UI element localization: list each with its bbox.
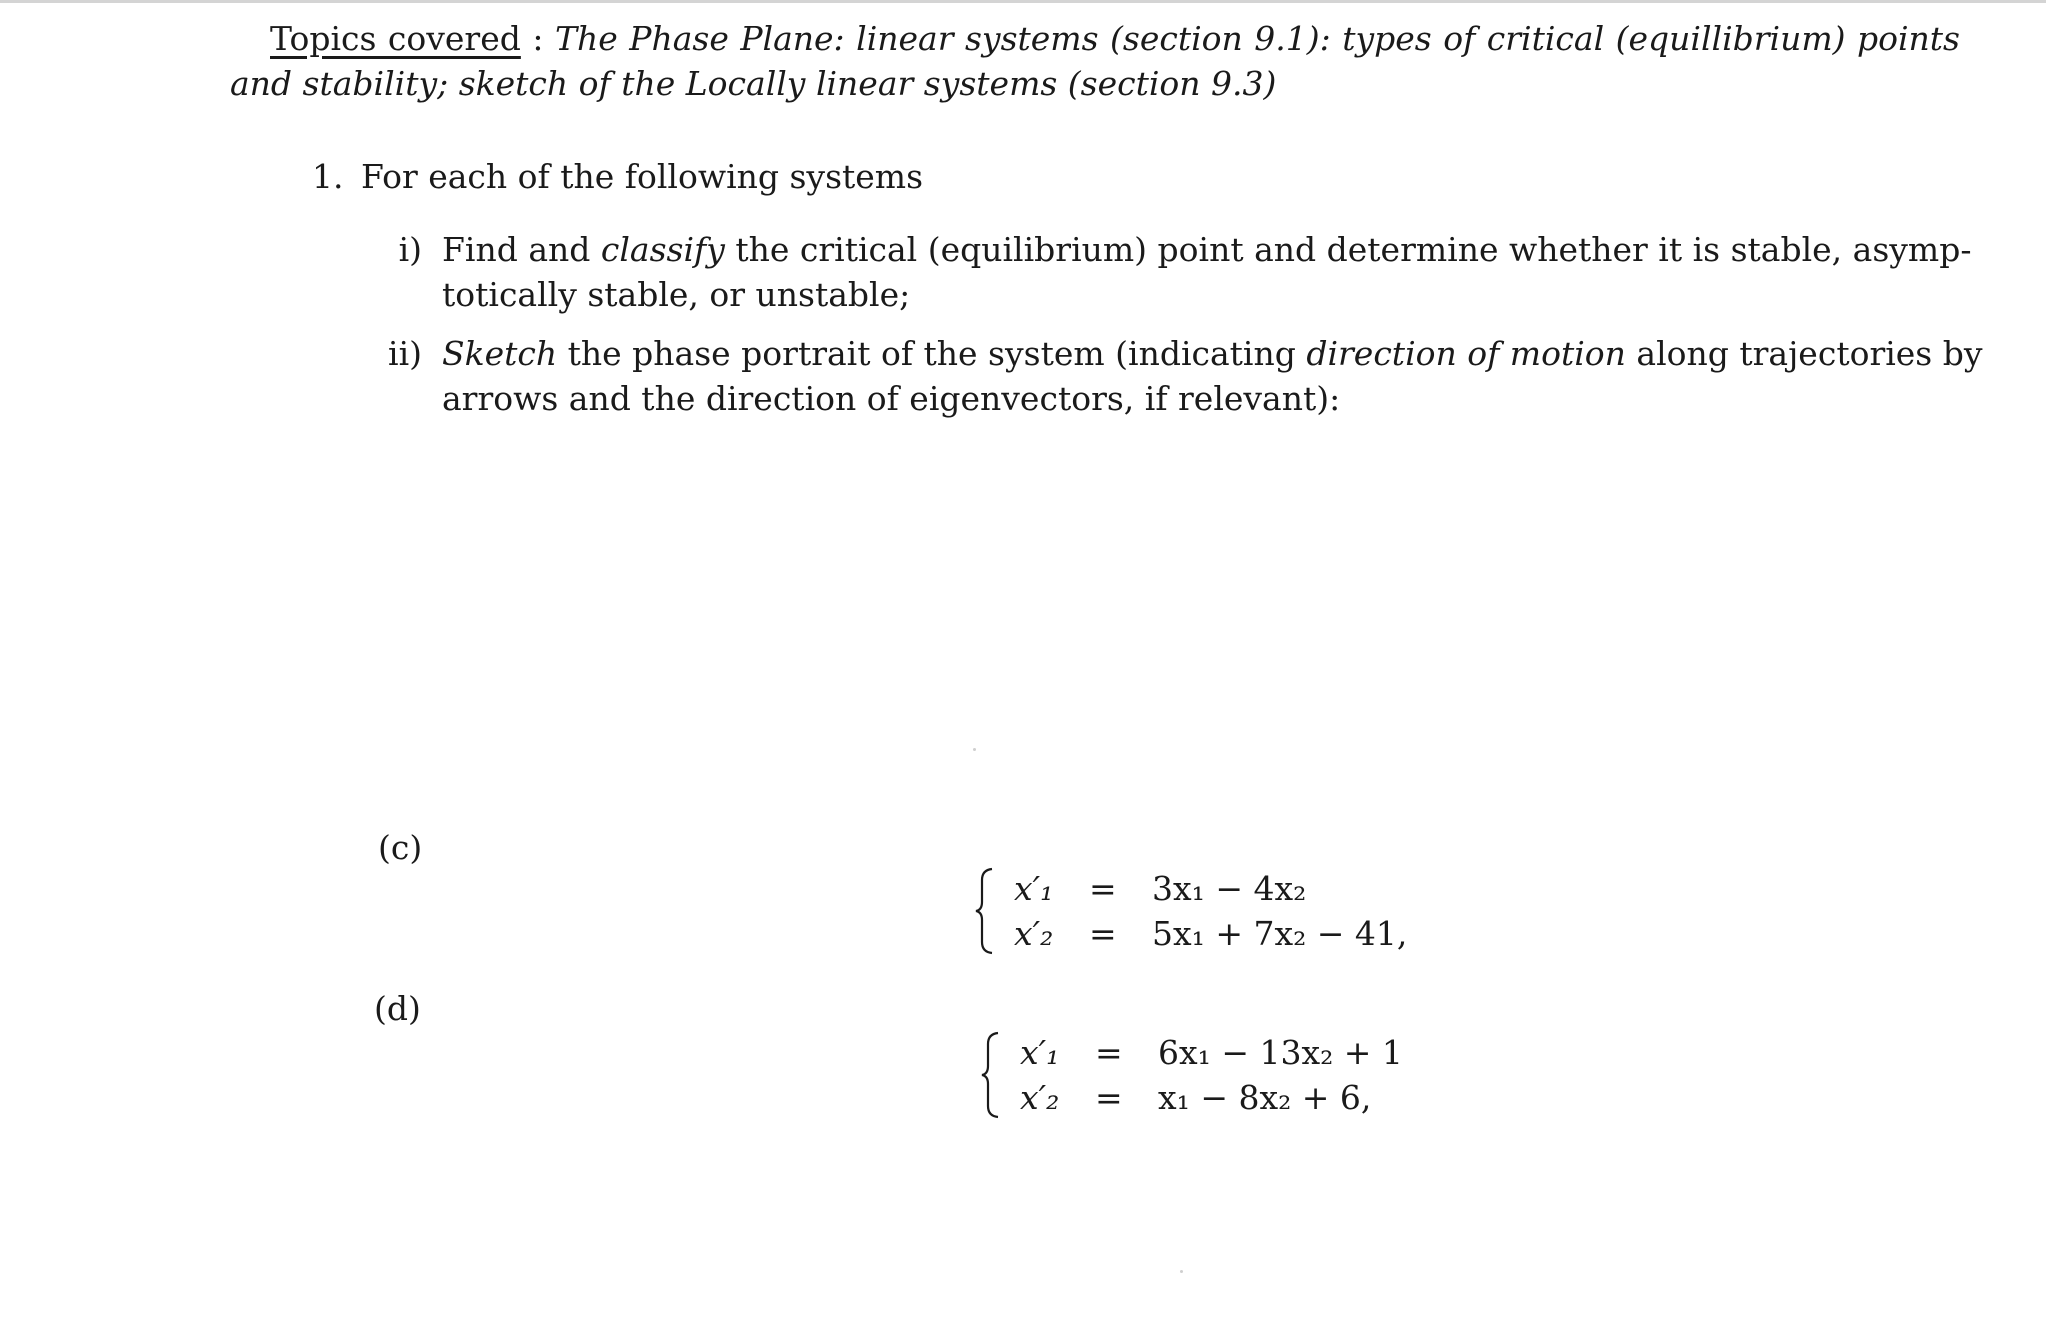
topics-label: Topics covered: [270, 19, 521, 58]
sub-item-i: [0, 227, 2046, 317]
sub-item-label: i): [398, 230, 422, 269]
equation-system-d: [980, 1030, 1480, 1125]
sub-item-ii: [0, 331, 2046, 421]
sub-item-line-1: [442, 227, 1972, 272]
emphasis-sketch: Sketch: [442, 334, 558, 373]
text-run: along trajectories by: [1625, 334, 1983, 373]
equation-relation: =: [1089, 869, 1117, 908]
left-brace-icon: [980, 1030, 1002, 1120]
emphasis-classify: classify: [600, 230, 725, 269]
equation-relation: =: [1089, 914, 1117, 953]
equation-lhs: x′₂: [1014, 914, 1054, 953]
topics-line-1-text: The Phase Plane: linear systems (section 9.1): types of critical (equillibrium) points: [554, 19, 1960, 58]
sub-item-text: [442, 227, 1972, 317]
part-label-d: (d): [374, 989, 421, 1028]
part-label-c: (c): [378, 828, 423, 867]
topics-line-2-text: and stability; sketch of the Locally linear systems (section 9.3): [230, 64, 1277, 103]
equation-lhs: x′₁: [1014, 869, 1054, 908]
equation-lhs: x′₂: [1020, 1078, 1060, 1117]
sub-item-line-2: totically stable, or unstable;: [442, 275, 911, 314]
cut-off-next-line: [360, 1318, 540, 1328]
sub-item-line-1: [442, 331, 1983, 376]
question-stem: For each of the following systems: [361, 157, 924, 196]
equation-rhs: x₁ − 8x₂ + 6,: [1158, 1078, 1372, 1117]
text-run: Find and: [442, 230, 601, 269]
equation-relation: =: [1095, 1033, 1123, 1072]
equation-rhs: 5x₁ + 7x₂ − 41,: [1152, 914, 1408, 953]
text-run: the critical (equilibrium) point and determine whether it is stable, asymp-: [724, 230, 1972, 269]
question-number: 1.: [312, 157, 344, 196]
equation-rhs: 3x₁ − 4x₂: [1152, 869, 1307, 908]
sub-item-label: ii): [388, 334, 422, 373]
equation-lhs: x′₁: [1020, 1033, 1060, 1072]
emphasis-direction-of-motion: direction of motion: [1306, 334, 1626, 373]
equation-relation: =: [1095, 1078, 1123, 1117]
sub-item-line-2: arrows and the direction of eigenvectors, if relevant):: [442, 379, 1341, 418]
equation-system-c: [974, 866, 1474, 961]
scan-speck: [973, 748, 976, 751]
equation-rhs: 6x₁ − 13x₂ + 1: [1158, 1033, 1403, 1072]
sub-item-text: [442, 331, 1983, 421]
topics-covered-paragraph: [230, 16, 1960, 106]
text-run: the phase portrait of the system (indicating: [557, 334, 1307, 373]
left-brace-icon: [974, 866, 996, 956]
scan-speck: [1180, 1270, 1183, 1273]
topics-separator: :: [520, 19, 555, 58]
topics-line-1: [270, 16, 1960, 61]
